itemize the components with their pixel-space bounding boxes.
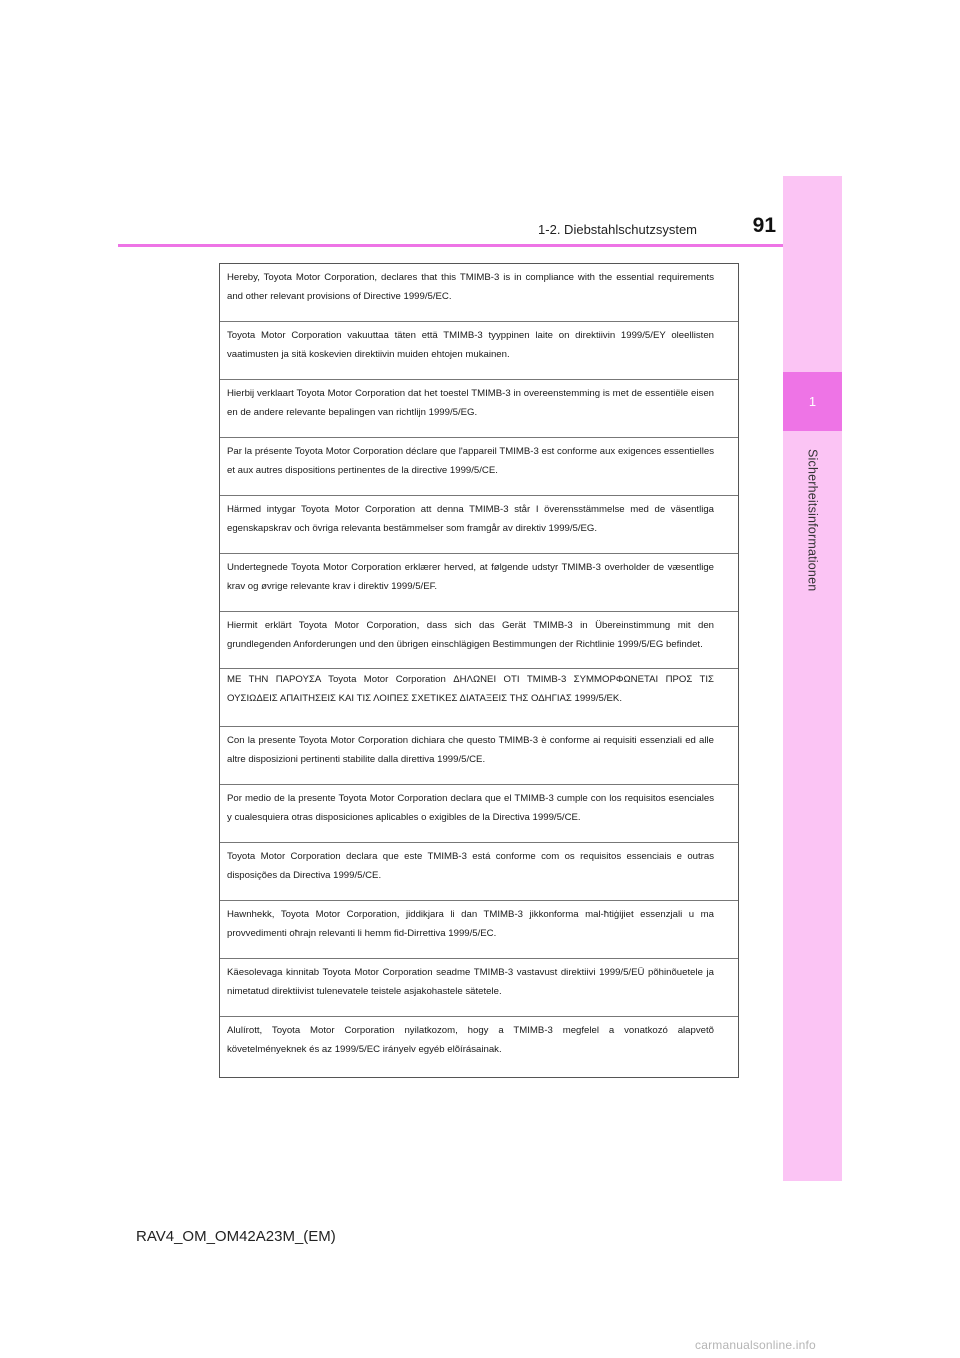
section-title: 1-2. Diebstahlschutzsystem <box>538 222 697 237</box>
header-divider <box>118 244 783 247</box>
chapter-side-strip <box>783 176 842 1181</box>
declaration-spanish: Por medio de la presente Toyota Motor Corporation declara que el TMIMB-3 cumple con los requisitos esenciales y cualesquiera otras disposiciones aplicables o exigibles de la Directiva 1999/5/CE. <box>220 785 738 843</box>
declaration-greek: ΜΕ ΤΗΝ ΠΑΡΟΥΣΑ Toyota Motor Corporation ΔΗΛΩΝΕΙ ΟΤΙ TMIMB-3 ΣΥΜΜΟΡΦΩΝΕΤΑΙ ΠΡΟΣ ΤΙΣ ΟΥΣΙΩΔΕΙΣ ΑΠΑΙΤΗΣΕΙΣ ΚΑΙ ΤΙΣ ΛΟΙΠΕΣ ΣΧΕΤΙΚΕΣ ΔΙΑΤΑΞΕΙΣ ΤΗΣ ΟΔΗΓΙΑΣ 1999/5/ΕΚ. <box>220 669 738 727</box>
declaration-german: Hiermit erklärt Toyota Motor Corporation, dass sich das Gerät TMIMB-3 in Übereinstimmung mit den grundlegenden Anforderungen und den übrigen einschlägigen Bestimmungen der Richtlinie 1999/5/EG befindet. <box>220 612 738 669</box>
declaration-portuguese: Toyota Motor Corporation declara que este TMIMB-3 está conforme com os requisitos essenciais e outras disposições da Directiva 1999/5/CE. <box>220 843 738 901</box>
declaration-hungarian: Alulírott, Toyota Motor Corporation nyilatkozom, hogy a TMIMB-3 megfelel a vonatkozó alapvetõ követelményeknek és az 1999/5/EC irányelv egyéb elõírásainak. <box>227 1025 714 1055</box>
declarations-table <box>219 263 739 1078</box>
declaration-swedish: Härmed intygar Toyota Motor Corporation att denna TMIMB-3 står I överensstämmelse med de väsentliga egenskapskrav och övriga relevanta bestämmelser som framgår av direktiv 1999/5/EG. <box>220 496 738 554</box>
declaration-dutch: Hierbij verklaart Toyota Motor Corporation dat het toestel TMIMB-3 in overeenstemming is met de essentiële eisen en de andere relevante bepalingen van richtlijn 1999/5/EG. <box>220 380 738 438</box>
chapter-number: 1 <box>808 394 817 409</box>
chapter-title: Sicherheitsinformationen <box>805 448 820 592</box>
watermark: carmanualsonline.info <box>695 1338 816 1352</box>
chapter-number-tab[interactable] <box>783 372 842 431</box>
declaration-danish: Undertegnede Toyota Motor Corporation erklærer herved, at følgende udstyr TMIMB-3 overholder de væsentlige krav og øvrige relevante krav i direktiv 1999/5/EF. <box>220 554 738 612</box>
declaration-french: Par la présente Toyota Motor Corporation déclare que l'appareil TMIMB-3 est conforme aux exigences essentielles et aux autres dispositions pertinentes de la directive 1999/5/CE. <box>220 438 738 496</box>
declaration-finnish: Toyota Motor Corporation vakuuttaa täten että TMIMB-3 tyyppinen laite on direktiivin 1999/5/EY oleellisten vaatimusten ja sitä koskevien direktiivin muiden ehtojen mukainen. <box>220 322 738 380</box>
page-number: 91 <box>752 214 776 237</box>
declaration-estonian: Käesolevaga kinnitab Toyota Motor Corporation seadme TMIMB-3 vastavust direktiivi 1999/5/EÜ põhinõuetele ja nimetatud direktiivist tulenevatele teistele asjakohastele sätetele. <box>220 959 738 1017</box>
manual-code: RAV4_OM_OM42A23M_(EM) <box>136 1228 336 1245</box>
declaration-maltese: Hawnhekk, Toyota Motor Corporation, jiddikjara li dan TMIMB-3 jikkonforma mal-ħtiġijiet essenzjali u ma provvedimenti oħrajn relevanti li hemm fid-Dirrettiva 1999/5/EC. <box>220 901 738 959</box>
declaration-italian: Con la presente Toyota Motor Corporation dichiara che questo TMIMB-3 è conforme ai requisiti essenziali ed alle altre disposizioni pertinenti stabilite dalla direttiva 1999/5/CE. <box>220 727 738 785</box>
declaration-english: Hereby, Toyota Motor Corporation, declares that this TMIMB-3 is in compliance with the essential requirements and other relevant provisions of Directive 1999/5/EC. <box>220 264 738 322</box>
chapter-title-label <box>783 440 842 600</box>
